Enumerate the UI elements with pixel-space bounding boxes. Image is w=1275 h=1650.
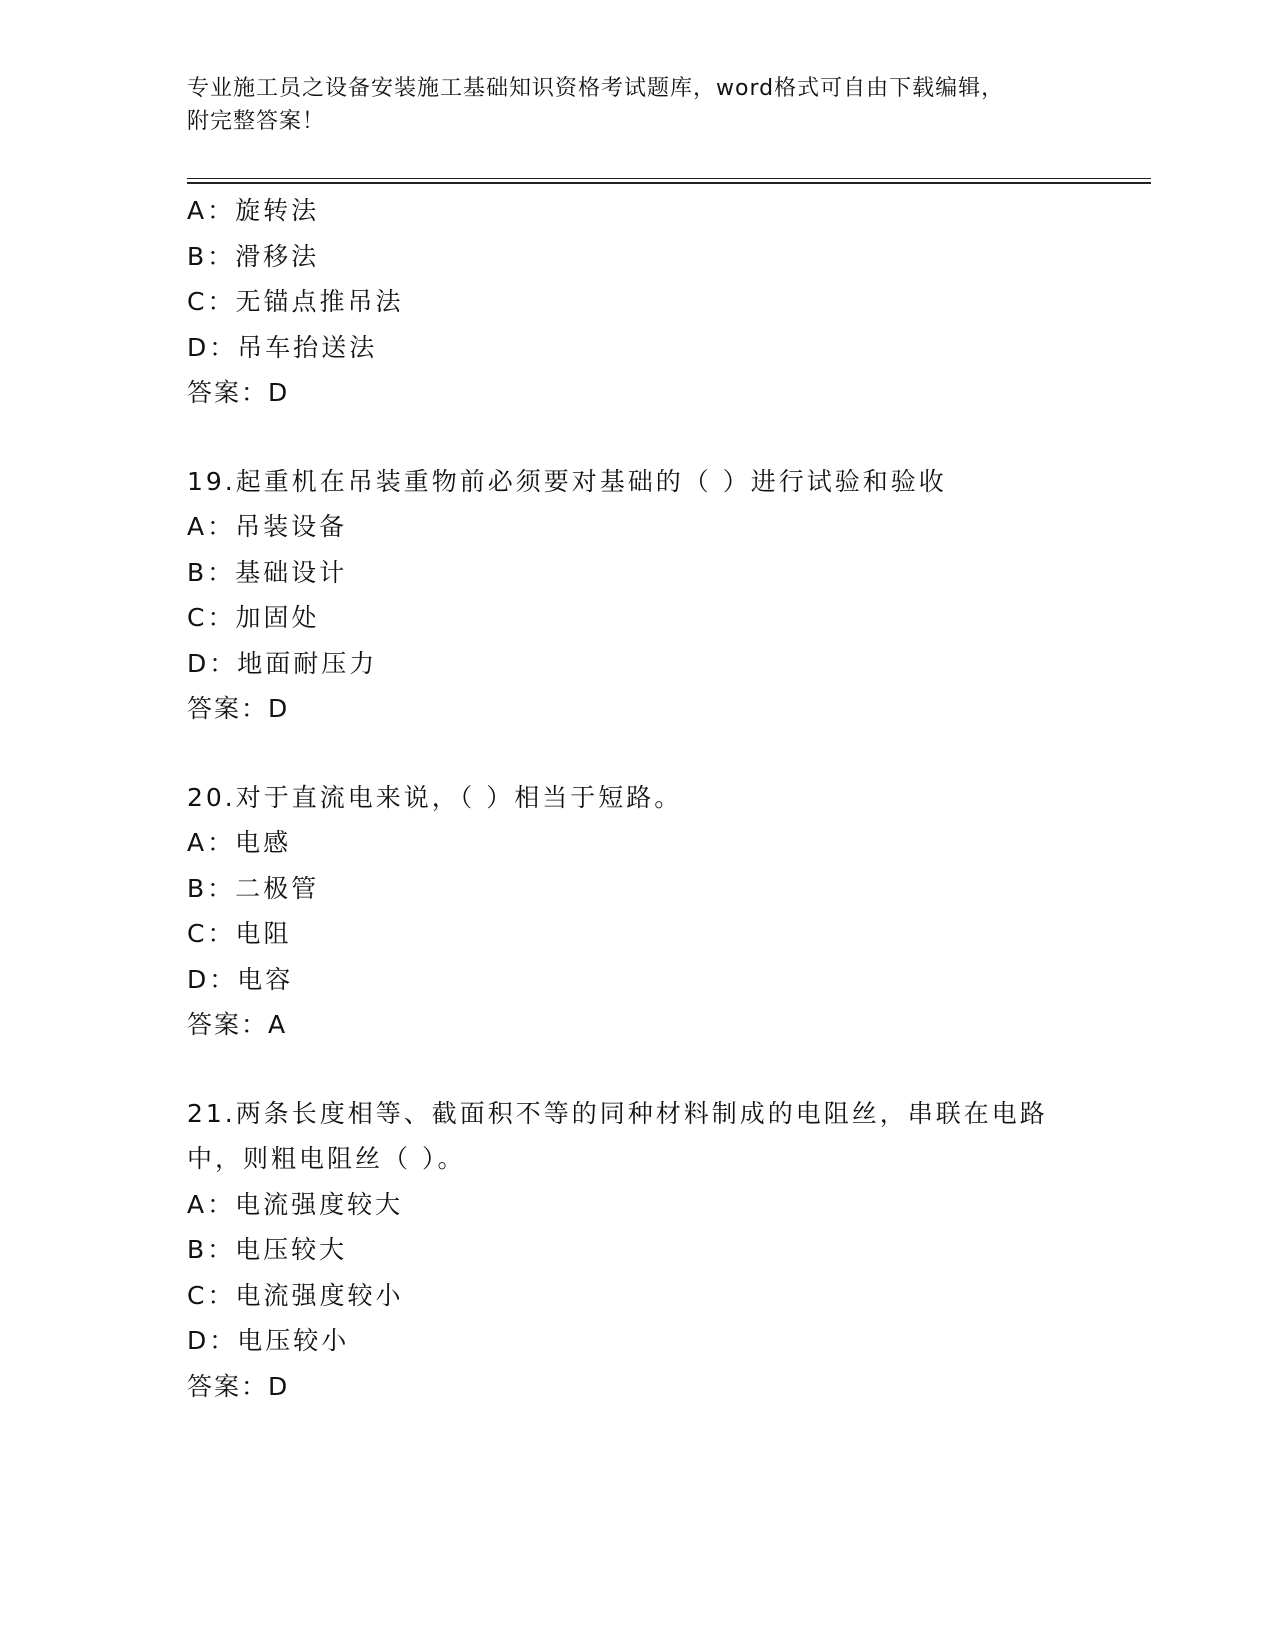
answer-line: 答案：D bbox=[187, 1371, 290, 1401]
header-line-2: 附完整答案！ bbox=[187, 109, 326, 134]
header-divider-thin bbox=[187, 178, 1151, 179]
option-a: A：电流强度较大 bbox=[187, 1189, 404, 1219]
option-b: B：基础设计 bbox=[187, 557, 348, 587]
option-c: C：无锚点推吊法 bbox=[187, 287, 404, 316]
answer-line: 答案：D bbox=[187, 378, 290, 407]
question-text: 20.对于直流电来说，（ ）相当于短路。 bbox=[187, 782, 683, 812]
option-b: B：滑移法 bbox=[187, 241, 320, 271]
option-a: A：旋转法 bbox=[187, 196, 320, 225]
option-d: D：地面耐压力 bbox=[187, 648, 378, 678]
option-d: D：电容 bbox=[187, 964, 294, 994]
option-d: D：电压较小 bbox=[187, 1326, 350, 1355]
answer-line: 答案：D bbox=[187, 694, 290, 723]
question-20 bbox=[187, 775, 1087, 1048]
question-text: 19.起重机在吊装重物前必须要对基础的（ ）进行试验和验收 bbox=[187, 466, 947, 496]
option-c: C：电阻 bbox=[187, 919, 292, 948]
option-a: A：电感 bbox=[187, 828, 292, 857]
option-b: B：二极管 bbox=[187, 873, 320, 903]
question-19 bbox=[187, 459, 1087, 732]
option-b: B：电压较大 bbox=[187, 1235, 348, 1264]
option-a: A：吊装设备 bbox=[187, 512, 348, 541]
option-c: C：加固处 bbox=[187, 603, 320, 632]
document-header bbox=[187, 72, 1067, 138]
header-divider-thick bbox=[187, 182, 1151, 184]
option-d: D：吊车抬送法 bbox=[187, 332, 378, 362]
question-21 bbox=[187, 1091, 1087, 1410]
question-text-line-2: 中，则粗电阻丝（ ）。 bbox=[187, 1144, 466, 1173]
answer-line: 答案：A bbox=[187, 1010, 288, 1039]
option-c: C：电流强度较小 bbox=[187, 1280, 404, 1310]
question-18 bbox=[187, 188, 1087, 416]
spacer bbox=[187, 416, 1087, 459]
question-text-line-1: 21.两条长度相等、截面积不等的同种材料制成的电阻丝，串联在电路 bbox=[187, 1098, 1048, 1128]
question-list bbox=[187, 188, 1087, 1409]
spacer bbox=[187, 732, 1087, 775]
header-line-1: 专业施工员之设备安装施工基础知识资格考试题库，word格式可自由下载编辑， bbox=[187, 76, 1005, 101]
spacer bbox=[187, 1048, 1087, 1091]
